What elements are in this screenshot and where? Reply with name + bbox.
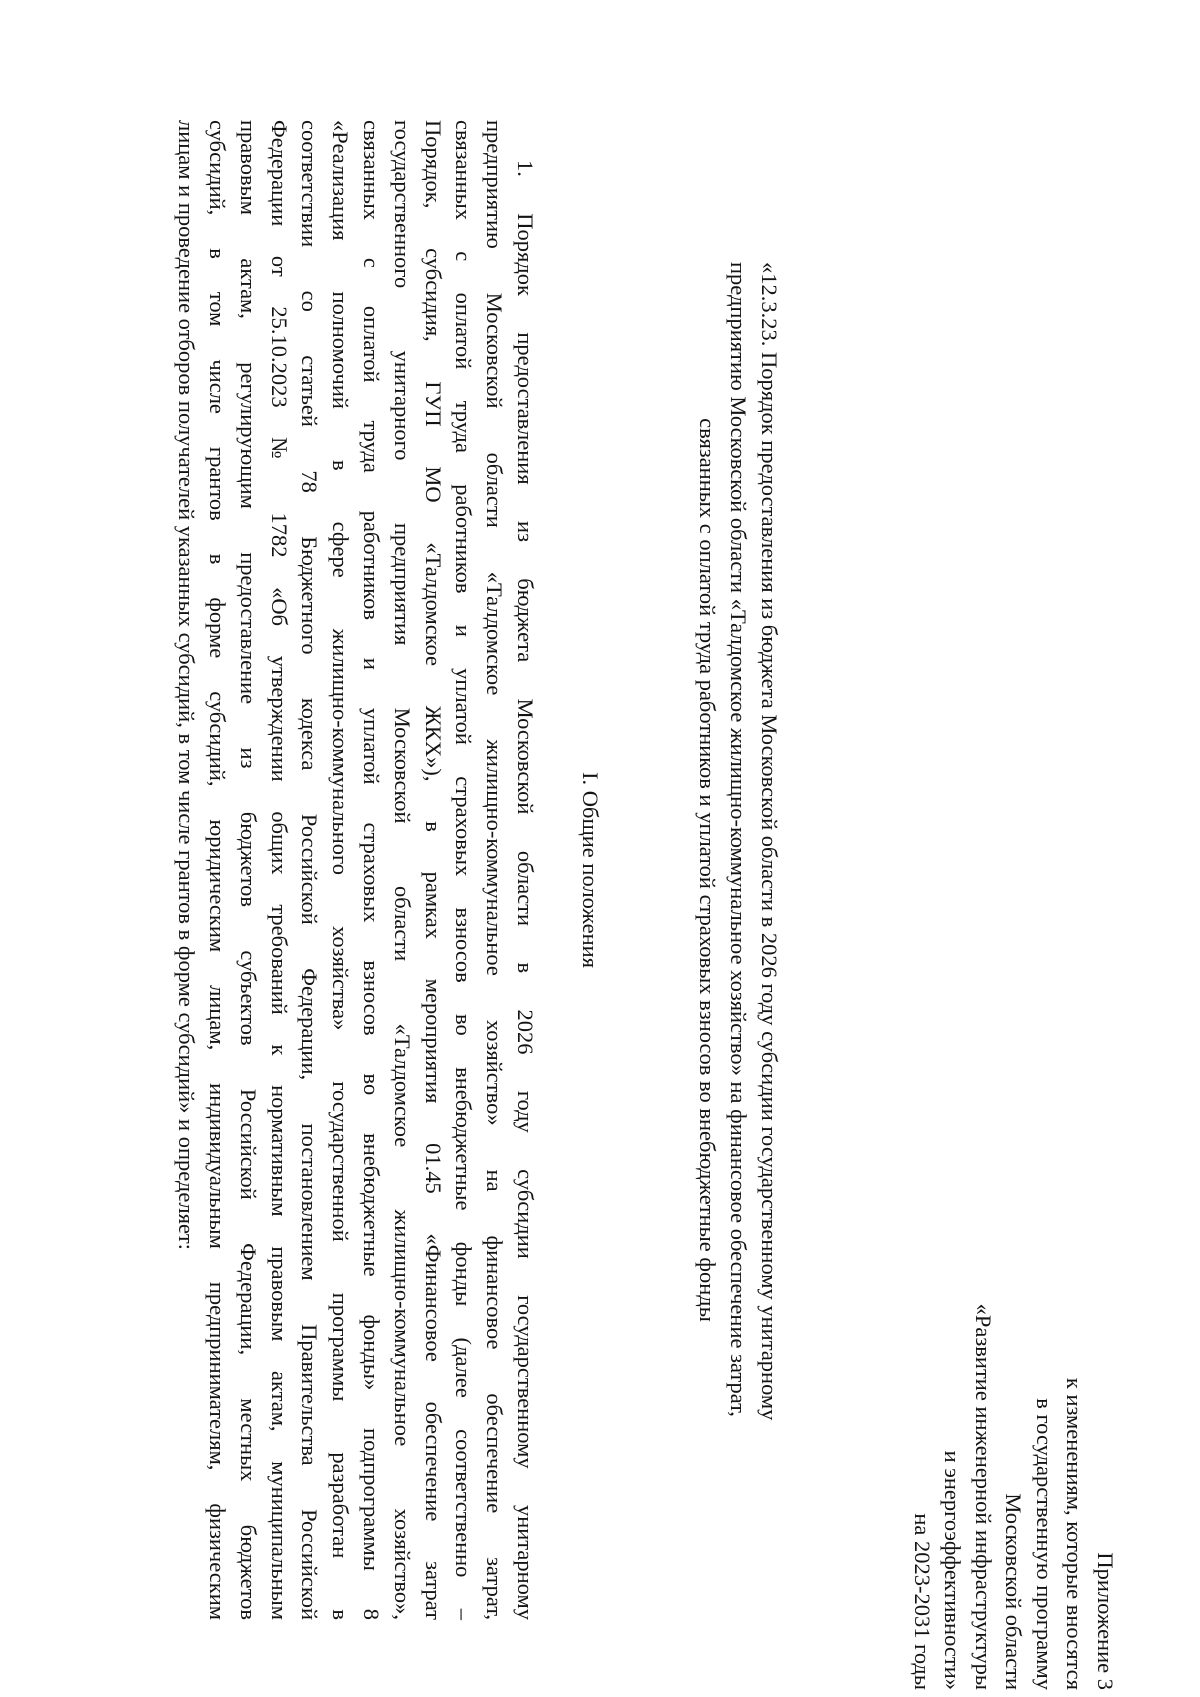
appendix-line: Московской области — [1001, 1493, 1027, 1690]
appendix-line: в государственную программу — [1032, 1398, 1057, 1690]
appendix-line: на 2023-2031 годы — [910, 1513, 935, 1690]
paragraph-line: 1. Порядок предоставления из бюджета Московской области в 2026 году субсидии государственному унитарному — [513, 160, 538, 1620]
appendix-line: и энергоэффективности» — [940, 1450, 966, 1690]
appendix-header — [907, 1090, 1121, 1690]
paragraph-line: лицам и проведение отборов получателей указанных субсидий, в том числе грантов в форме субсидий» и определяет: — [174, 120, 200, 1251]
paragraph-line: правовым актам, регулирующим предоставление из бюджетов субъектов Российской Федерации, местных бюджетов — [235, 120, 261, 1620]
paragraph-line: Федерации от 25.10.2023 № 1782 «Об утверждении общих требований к нормативным правовым актам, муниципальным — [266, 120, 292, 1620]
appendix-line: к изменениям, которые вносятся — [1062, 1377, 1088, 1690]
paragraph-line: государственного унитарного предприятия Московской области «Талдомское жилищно-коммунальное хозяйство», — [389, 120, 415, 1620]
section-heading: I. Общие положения — [578, 772, 603, 968]
paragraph-line: предприятию Московской области «Талдомское жилищно-коммунальное хозяйство» на финансовое обеспечение затрат, — [482, 120, 508, 1620]
title-line: «12.3.23. Порядок предоставления из бюджета Московской области в 2026 году субсидии государственному унитарному — [757, 262, 782, 1421]
paragraph-line: субсидий, в том числе грантов в форме субсидий, юридическим лицам, индивидуальным предпринимателям, физическим — [205, 120, 231, 1620]
appendix-line: Приложение 3 — [1093, 1552, 1118, 1690]
order-title — [692, 120, 785, 1620]
title-line: предприятию Московской области «Талдомское жилищно-коммунальное хозяйство» на финансовое обеспечение затрат, — [726, 262, 751, 1417]
paragraph-1 — [170, 120, 540, 1620]
paragraph-line: «Реализация полномочий в сфере жилищно-коммунального хозяйства» государственной программы разработан в — [328, 120, 354, 1620]
paragraph-line: связанных с оплатой труда работников и уплатой страховых взносов во внебюджетные фонды» подпрограммы 8 — [359, 120, 385, 1620]
paragraph-line: соответствии со статьей 78 Бюджетного кодекса Российской Федерации, постановлением Правительства Российской — [297, 120, 323, 1620]
title-line: связанных с оплатой труда работников и уплатой страховых взносов во внебюджетные фонды — [695, 418, 720, 1322]
appendix-line: «Развитие инженерной инфраструктуры — [971, 1303, 996, 1690]
paragraph-line: Порядок, субсидия, ГУП МО «Талдомское ЖКХ»), в рамках мероприятия 01.45 «Финансовое обеспечение затрат — [420, 120, 446, 1620]
paragraph-line: связанных с оплатой труда работников и уплатой страховых взносов во внебюджетные фонды (далее соответственно – — [451, 120, 477, 1620]
